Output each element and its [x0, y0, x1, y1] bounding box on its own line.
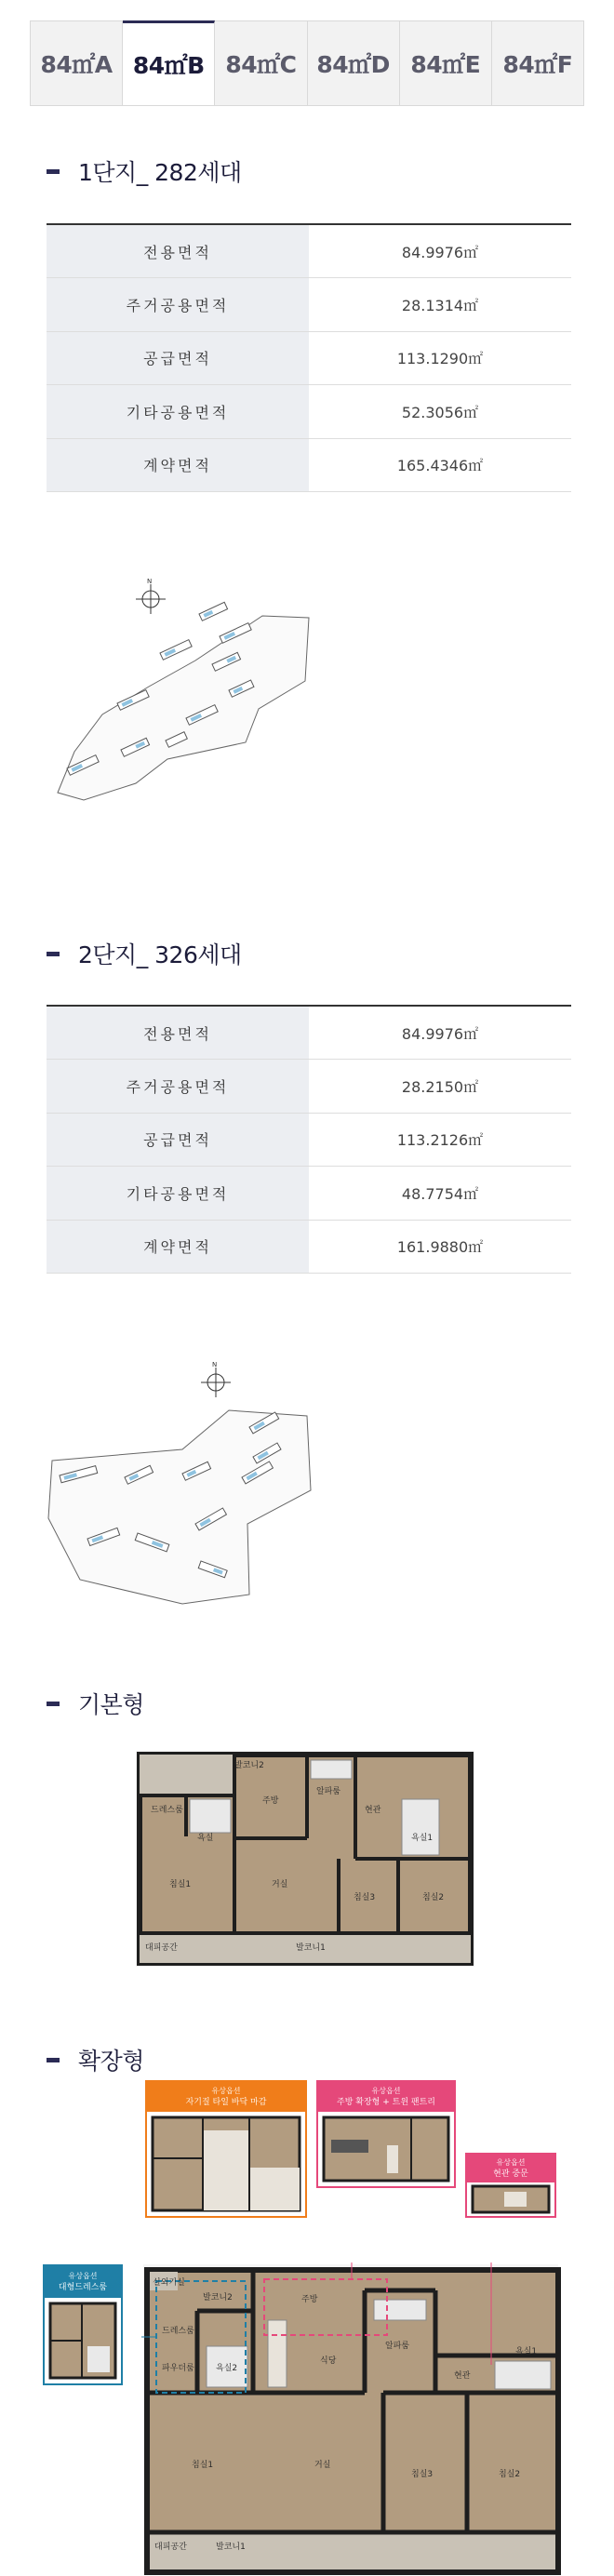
option-tag: 유상옵션: [68, 2272, 98, 2280]
table-row: [47, 1060, 571, 1114]
complex1-title: 1단지_ 282세대: [78, 159, 242, 186]
room-label-living: 거실: [272, 1880, 288, 1889]
room-label-dressroom: 드레스룸: [151, 1806, 183, 1815]
compass-icon: [136, 578, 166, 614]
room-label-bath1: 욕실1: [411, 1834, 434, 1843]
option-tag: 유상옵션: [211, 2087, 241, 2095]
option-large-dressroom: [43, 2264, 123, 2385]
option-desc: 자기질 타일 바닥 마감: [185, 2098, 267, 2107]
room-label-entrance: 현관: [365, 1806, 381, 1815]
area-value: 113.1290㎡: [309, 331, 571, 385]
option-tag: 유상옵션: [371, 2087, 401, 2095]
complex2-heading: [47, 937, 242, 970]
svg-text:N: N: [212, 1361, 218, 1368]
table-row: [47, 438, 571, 492]
basic-plan-title: 기본형: [78, 1691, 144, 1718]
heading-bullet: [47, 2058, 60, 2062]
area-label: 기타공용면적: [47, 1167, 309, 1221]
area-value: 48.7754㎡: [309, 1167, 571, 1221]
tab-84e[interactable]: 84㎡E: [400, 21, 492, 105]
option-kitchen-ext-preview: [318, 2112, 454, 2186]
room-label-bath1: 욕실1: [515, 2347, 538, 2356]
room-label-bedroom2: 침실2: [499, 2470, 521, 2479]
room-label-dining: 식당: [320, 2356, 337, 2366]
area-value: 84.9976㎡: [309, 1006, 571, 1060]
room-label-alpha: 알파룸: [385, 2342, 410, 2351]
area-label: 계약면적: [47, 1220, 309, 1274]
option-tile-floor: [145, 2080, 307, 2218]
area-label: 공급면적: [47, 331, 309, 385]
tab-84f[interactable]: 84㎡F: [502, 51, 573, 78]
tab-84c[interactable]: 84㎡C: [215, 21, 307, 105]
option-desc: 대형드레스룸: [58, 2283, 108, 2292]
heading-bullet: [47, 1702, 60, 1706]
room-label-living: 거실: [314, 2461, 331, 2470]
room-label-kitchen: 주방: [262, 1796, 279, 1806]
option-tag: 유상옵션: [496, 2158, 526, 2167]
option-header: [45, 2266, 121, 2298]
svg-text:N: N: [147, 578, 153, 585]
tab-84d[interactable]: 84㎡D: [308, 21, 400, 105]
room-label-bath: 욕실: [197, 1834, 214, 1843]
area-value: 161.9880㎡: [309, 1220, 571, 1274]
complex1-heading: [47, 154, 242, 188]
option-desc: 주방 확장형 + 트윈 팬트리: [337, 2098, 435, 2107]
heading-bullet: [47, 952, 60, 956]
room-label-balcony2: 발코니2: [203, 2293, 233, 2302]
room-label-balcony2: 발코니2: [234, 1761, 264, 1770]
table-row: [47, 1167, 571, 1221]
option-entrance-door: [465, 2153, 556, 2218]
room-label-balcony1: 발코니1: [296, 1943, 326, 1953]
room-label-bedroom1: 침실1: [192, 2461, 214, 2470]
compass-icon: [201, 1361, 231, 1397]
area-value: 28.2150㎡: [309, 1060, 571, 1114]
room-label-evac: 대피공간: [145, 1943, 178, 1953]
room-label-dress: 드레스룸: [162, 2327, 194, 2336]
option-desc: 현관 중문: [493, 2169, 528, 2179]
option-header: [318, 2082, 454, 2112]
room-label-evac: 대피공간: [154, 2543, 187, 2552]
heading-bullet: [47, 169, 60, 174]
room-label-bedroom3: 침실3: [411, 2470, 434, 2479]
complex2-site-map: [43, 1360, 322, 1621]
option-header: [147, 2082, 305, 2112]
area-value: 84.9976㎡: [309, 224, 571, 278]
option-tile-floor-preview: [147, 2112, 305, 2216]
room-label-outdoor: 실외기실: [153, 2278, 185, 2288]
area-label: 기타공용면적: [47, 385, 309, 439]
table-row: [47, 278, 571, 332]
area-value: 113.2126㎡: [309, 1113, 571, 1167]
extended-plan-heading: [47, 2043, 144, 2076]
area-value: 28.1314㎡: [309, 278, 571, 332]
option-entrance-door-preview: [467, 2182, 554, 2216]
table-row: [47, 1006, 571, 1060]
area-label: 공급면적: [47, 1113, 309, 1167]
room-label-alpha: 알파룸: [316, 1787, 341, 1796]
area-label: 전용면적: [47, 1006, 309, 1060]
option-large-dressroom-preview: [45, 2298, 121, 2383]
table-row: [47, 1113, 571, 1167]
complex2-area-table: [47, 1005, 571, 1274]
tab-84a[interactable]: 84㎡A: [31, 21, 123, 105]
room-label-balcony1: 발코니1: [216, 2543, 246, 2552]
table-row: [47, 385, 571, 439]
area-label: 계약면적: [47, 438, 309, 492]
extended-floor-plan: [141, 2262, 564, 2576]
room-label-bedroom3: 침실3: [354, 1893, 376, 1902]
option-kitchen-ext: [316, 2080, 456, 2188]
extended-plan-title: 확장형: [78, 2048, 144, 2075]
complex2-title: 2단지_ 326세대: [78, 941, 242, 968]
area-label: 주거공용면적: [47, 1060, 309, 1114]
area-label: 주거공용면적: [47, 278, 309, 332]
table-row: [47, 224, 571, 278]
tab-84b[interactable]: 84㎡B: [123, 20, 215, 105]
room-label-bath2: 욕실2: [216, 2364, 238, 2373]
area-value: 165.4346㎡: [309, 438, 571, 492]
option-header: [467, 2155, 554, 2182]
basic-floor-plan: [132, 1747, 478, 1970]
complex1-area-table: [47, 223, 571, 492]
basic-plan-heading: [47, 1687, 144, 1720]
room-label-powder: 파우더룸: [162, 2364, 194, 2373]
room-label-bedroom1: 침실1: [169, 1880, 192, 1889]
area-value: 52.3056㎡: [309, 385, 571, 439]
site-boundary: [48, 1410, 311, 1604]
room-label-bedroom2: 침실2: [422, 1893, 445, 1902]
complex1-site-map: [47, 577, 316, 809]
area-label: 전용면적: [47, 224, 309, 278]
table-row: [47, 1220, 571, 1274]
table-row: [47, 331, 571, 385]
room-label-kitchen: 주방: [301, 2295, 318, 2304]
unit-type-tabs: [30, 20, 584, 106]
room-label-entrance: 현관: [454, 2371, 471, 2381]
